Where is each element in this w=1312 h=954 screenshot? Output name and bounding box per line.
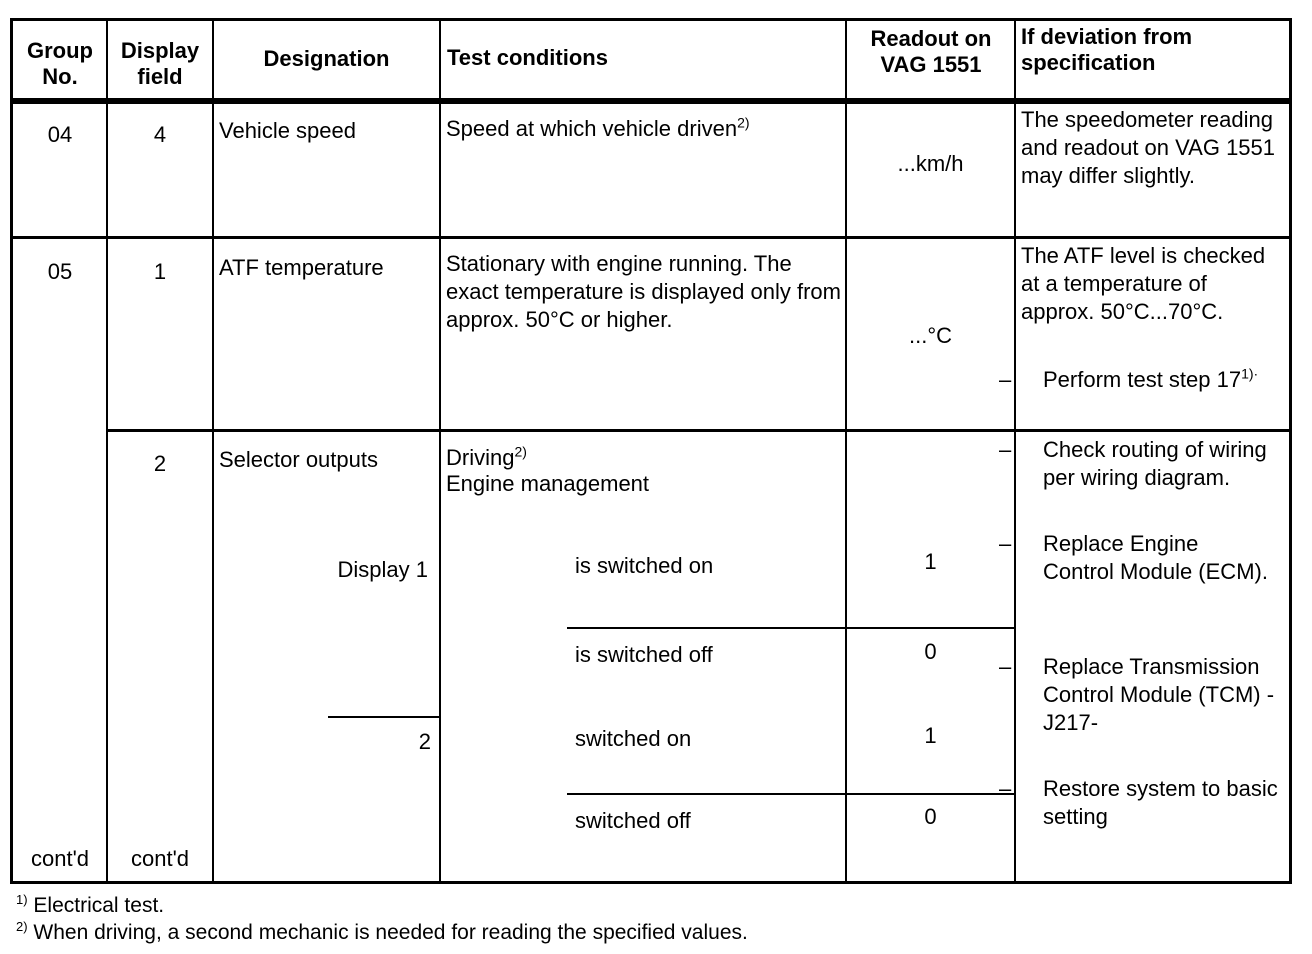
designation-text: Selector outputs xyxy=(219,447,378,472)
group-number: 05 xyxy=(47,259,73,284)
deviation-item: – Replace Transmission Control Module (TCM) -J217- xyxy=(999,654,1275,735)
deviation-text: The ATF level is checked at a temperature of approx. 50°C...70°C. xyxy=(1021,243,1266,324)
footnote-mark: 2) xyxy=(16,919,28,934)
footnote-ref: 2) xyxy=(737,114,750,131)
contd-group: cont'd xyxy=(30,846,90,871)
header-group-no: Group No. xyxy=(27,38,93,89)
sub-row-condition: is switched on xyxy=(575,553,714,578)
deviation-text: The speedometer reading and readout on VAG 1551 may differ slightly. xyxy=(1021,107,1276,188)
header-deviation: If deviation from specification xyxy=(1021,24,1193,75)
designation-text: ATF temperature xyxy=(219,255,384,280)
footnote-mark: 1) xyxy=(16,892,28,907)
test-condition-text: Speed at which vehicle driven$^{2)}$ xyxy=(446,114,750,141)
sub-row-readout: 0 xyxy=(924,804,937,829)
deviation-item: – Replace Engine Control Module (ECM). xyxy=(999,531,1268,584)
readout-value: ...°C xyxy=(908,323,953,348)
display-field-number: 4 xyxy=(153,122,167,147)
header-readout: Readout on VAG 1551 xyxy=(870,26,992,77)
readout-value: ...km/h xyxy=(897,151,964,176)
sub-row-readout: 0 xyxy=(924,639,937,664)
deviation-item: – Perform test step $17^{1)\cdot}$ xyxy=(999,365,1259,392)
display-field-number: 1 xyxy=(153,259,167,284)
sub-row-readout: 1 xyxy=(924,723,937,748)
display-1-label: Display 1 xyxy=(337,557,428,582)
deviation-item: – Check routing of wiring per wiring diagram. xyxy=(999,437,1267,490)
footnote-1: $^{1)}$ Electrical test. xyxy=(16,892,165,917)
test-condition-text: Stationary with engine running. The exact temperature is displayed only from approx. 50°C or higher. xyxy=(446,251,841,332)
header-display-field: Display field xyxy=(120,38,200,89)
footnote-ref: 2) xyxy=(514,443,527,460)
designation-text: Vehicle speed xyxy=(219,118,356,143)
sub-row-readout: 1 xyxy=(924,549,937,574)
sub-row-condition: switched on xyxy=(575,726,692,751)
test-condition-text: Driving$^{2)}$ xyxy=(446,443,527,470)
header-designation: Designation xyxy=(263,46,390,71)
footnote-2: $^{2)}$ When driving, a second mechanic is needed for reading the specified values. xyxy=(16,919,748,944)
contd-field: cont'd xyxy=(130,846,190,871)
test-condition-subtext: Engine management xyxy=(446,471,650,496)
deviation-item: – Restore system to basic setting xyxy=(999,776,1278,829)
sub-row-condition: is switched off xyxy=(575,642,713,667)
display-field-number: 2 xyxy=(153,451,167,476)
header-test-conditions: Test conditions xyxy=(447,45,608,70)
footnote-ref: 1)· xyxy=(1241,365,1259,382)
group-number: 04 xyxy=(47,122,73,147)
display-2-label: 2 xyxy=(418,729,431,754)
sub-row-condition: switched off xyxy=(575,808,691,833)
